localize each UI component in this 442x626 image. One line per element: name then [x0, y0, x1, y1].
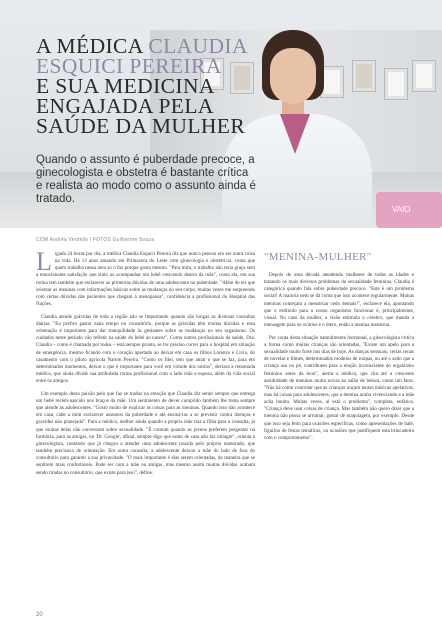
title-name-last: ESQUICI PEREIRA — [36, 54, 222, 78]
title-line-3: E SUA MEDICINA — [36, 74, 215, 98]
section-heading: "MENINA-MULHER" — [264, 251, 372, 263]
article-credit: COM Andréa Verdélio | FOTOS Guilherme Souza — [36, 237, 155, 243]
laptop-brand-label: VAIO — [392, 205, 411, 214]
left-column — [36, 247, 255, 482]
body-paragraph: Um exemplo desta paixão pelo que faz se traduz na emoção que Claudia diz sentir sempre que entrega um bebê recém-nascido nos braços da mãe. Um sentimento de dever cumprido também lhe toma sempre que atende às adolescentes. "Gosto muito de explicar as coisas para as meninas. Quando isso não acontece em casa, cabe a mim esclarecer assuntos da puberdade e até ensiná-las a se prevenir contra doenças e gravidez não planejada". Para a médica, melhor ainda quando a própria mãe traz a filha para a consulta, já que muitas delas não conversam sobre sexualidade. "É comum quando as jovens preferem perguntar na farmácia, para as amigas, no 'Dr. Google', afinal, sempre digo que santo de casa não faz milagre", orienta a ginecologista, contando que já chegou a atender uma adolescente trazida pelo próprio namorado, que também precisava de orientação. Em outra consulta, a adolescente deixou a mãe do lado de fora do consultório para garantir a sua privacidade. "O mais importante é elas serem orientadas, da maneira que se sentirem mais confortáveis. Pode ser com a mãe ou amigas, mas mesmo assim muitas dúvidas acabam sendo tiradas no consultório, que existe para isso", define. — [36, 390, 255, 476]
body-paragraph: Por conta desta situação naturalmente hormonal, a ginecologista critica a forma como muitas crianças são orientadas, "Existe um apelo para a sexualidade muito forte nos dias de hoje. As danças sensuais, certas cenas de novelas e filmes, determinados modelos de roupas, ou até o salto que a criança usa no pé, contribuem para a reação inconsciente do organismo feminino antes da hora", alerta a médica, que cita até a crescente assiduidade de meninas muito novas ao salão de beleza, como um fator. "Não há como controlar que as crianças ouçam tantas músicas apelativas, mas há coisas para adolescentes, que a menina acaba vivenciando e a mãe acha bonito. Muitas vezes, aí está o problema", completa, enfática. "Criança deve usar coisas de criança. Mas também não quero dizer que a menina não possa se arrumar, gostar de maquiagem, por exemplo. Desde que isso seja feito para ocasiões específicas, como apresentações de balé, figurino de festas temáticas, ou ocasiões que justifiquem esta brincadeira com o comportamento". — [264, 334, 414, 441]
body-paragraph: Claudia atende grávidas de toda a região não se importando quando são longas as diversas consultas diárias. "Eu prefiro gastar mais tempo no consultório, porque as grávidas têm muitas dúvidas e essa orientação é importante para dar tranquilidade às gestantes sobre as mudanças no seu organismo. Os cuidados neste período vão refletir na saúde do bebê ao nascer". Como outros profissionais da saúde, Dra. Claudia – como é chamada por todos – está sempre pronta, se for preciso correr para o hospital em situação de emergência, mesmo ficando com o coração apertado ao deixar em casa os filhos Lorenzo e Lívia, do casamento com o piloto agrícola Narton Pereira. "Como os filei, tem que amar o que se faz, para em determinados momentos, deixar o que é importante para você em virtude dos outros", declara a renomada médica, que ainda divide sua atribulada rotina profissional com o lado mãe e esposa, além da vida social entre os amigos. — [36, 313, 255, 385]
title-line-5: SAÚDE DA MULHER — [36, 114, 246, 138]
drop-cap: L — [36, 247, 52, 276]
page-number: 20 — [36, 612, 43, 618]
article-intro: Quando o assunto é puberdade precoce, a ginecologista e obstetra é bastante crítica e realista ao modo como o assunto ainda é tratado. — [36, 154, 256, 205]
title-line-1: A MÉDICA — [36, 34, 143, 58]
article-title — [36, 36, 248, 136]
picture-frame — [412, 60, 436, 92]
picture-frame — [384, 68, 408, 100]
title-line-4: ENGAJADA PELA — [36, 94, 214, 118]
body-paragraph: Ligada 24 horas por dia, a médica Claudia Esquici Pereira diz que nunca pensou em ser outra coisa na vida. Há 13 anos atuando em Primavera do Leste com ginecologia e obstetrícia, conta que quem trabalha nessa área só o faz porque gosta mesmo. "Para mim, o trabalho não teria graça sem a emocionante satisfação que sinto ao acompanhar um bebê crescendo dentro da mãe", conta ela, em sua rotina tem também que esclarecer as primeiras dúvidas de uma adolescente na puberdade. "Além de ter que orientar as meninas com informações básicas sobre as mudanças no seu corpo, muitas vezes me surpreendo com certas dúvidas das pacientes que chegam à menopausa", confidencia a profissional do Hospital das Nações. — [36, 247, 255, 308]
right-column — [264, 272, 414, 448]
body-paragraph: Depois de uma década atendendo mulheres de todas as idades e tratando os mais diversos problemas da sexualidade feminina, Claudia é categórica quando fala sobre puberdade precoce. "Este é um problema social! A maioria nem se dá conta que isso acontece regularmente. Muitas meninas começam a menstruar cedo demais!", esclarece ela, apontando que o estímulo para o nosso organismo funcionar é, principalmente, visual. No caso da mulher, a visão estimula o cérebro, que manda a mensagem para os ovários e o útero, então a menina menstrua. — [264, 272, 414, 329]
title-name-first: CLAUDIA — [148, 34, 248, 58]
